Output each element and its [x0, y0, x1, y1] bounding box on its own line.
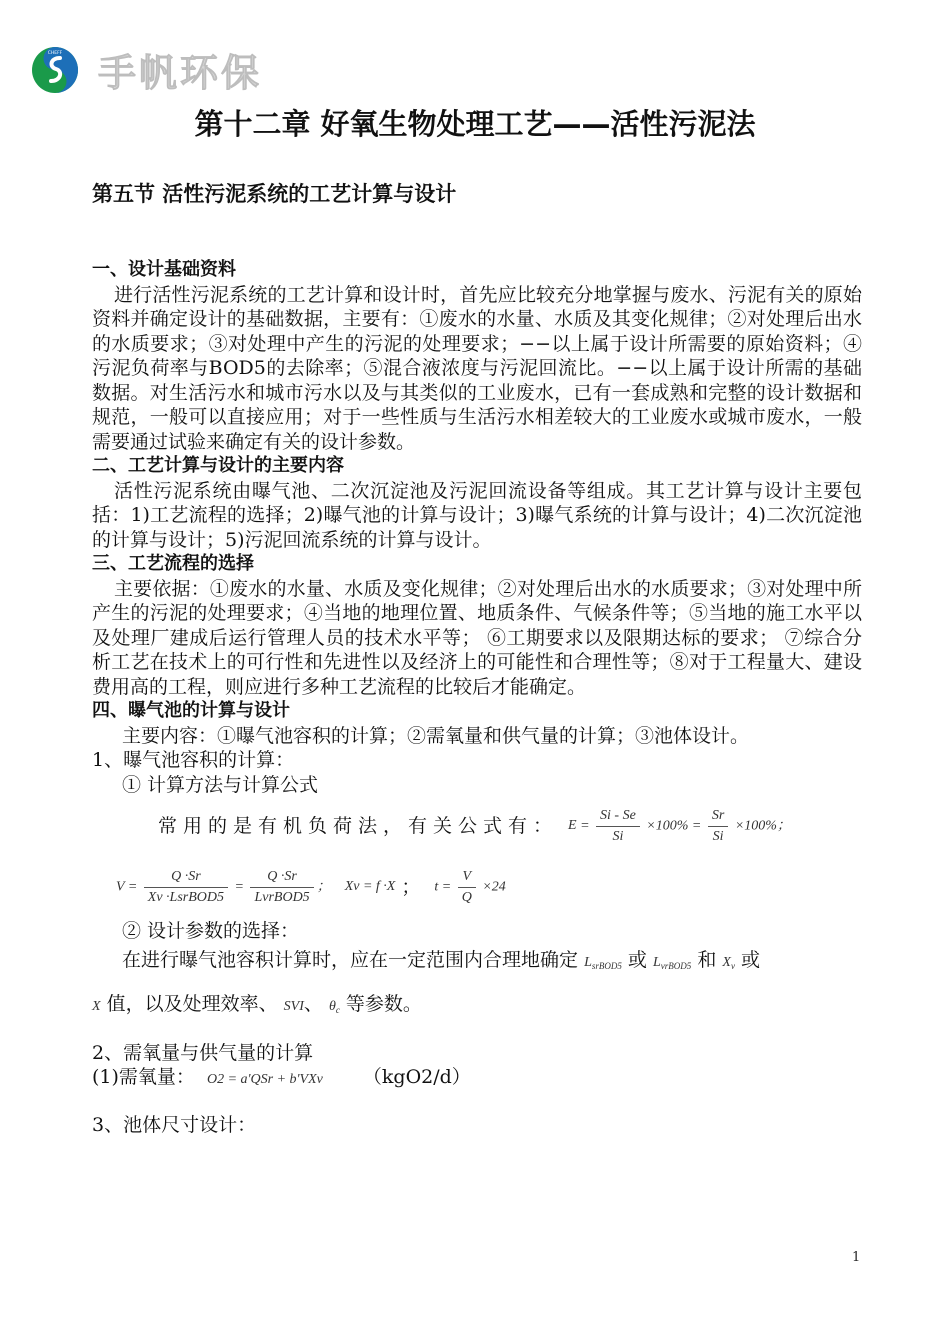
logo-mark-icon: [30, 45, 80, 95]
efficiency-mult1: ×100%: [646, 818, 689, 834]
paragraph-main-content: 活性污泥系统由曝气池、二次沉淀池及污泥回流设备等组成。其工艺计算与设计主要包括：1)工艺流程的选择；2)曝气池的计算与设计；3)曝气系统的计算与设计；4)二次沉淀池的计算与设计；5)污泥回流系统的计算与设计。: [92, 479, 862, 551]
time-mult: ×24: [482, 879, 506, 895]
volume-formula: V = $\frac{Q \cdot Sr}{\text{Xv ·LsrBOD5}}$ = $\frac{Q \cdot Sr}{\text{LvrBOD5}}$ ；: [116, 867, 331, 908]
efficiency-lhs: E: [568, 818, 577, 834]
document-body: [92, 258, 862, 1137]
oxygen-line: [92, 1065, 862, 1093]
efficiency-den1: Si: [612, 828, 624, 844]
x-v: $X_v$: [722, 954, 735, 971]
or-text-2: 或: [741, 948, 761, 971]
logo-text: 手帆环保: [98, 51, 263, 95]
section-title: 第五节 活性污泥系统的工艺计算与设计: [92, 182, 457, 206]
volume-den2: LvrBOD5: [254, 889, 310, 905]
section-heading-4: 四、曝气池的计算与设计: [92, 700, 290, 721]
volume-num2: Q ·Sr: [250, 867, 313, 888]
section-heading-1: 一、设计基础资料: [92, 259, 236, 280]
and-text: 和: [697, 948, 717, 971]
section-heading-3: 三、工艺流程的选择: [92, 553, 254, 574]
l-srbod5: $L_{srBOD5}$: [584, 954, 622, 971]
volume-num1: Q ·Sr: [144, 867, 228, 888]
efficiency-formula: E = $\frac{Si - Se}{Si}$ ×100% = $\frac{Sr}{Si}$ ×100%；: [558, 806, 791, 847]
efficiency-den2: Si: [712, 828, 724, 844]
formula-row-efficiency: [92, 797, 862, 855]
oxygen-formula: O2 = a'QSr + b'VXv: [206, 1072, 323, 1087]
oxygen-label: (1)需氧量：: [92, 1066, 195, 1088]
oxygen-unit: （kgO2/d）: [362, 1066, 471, 1088]
paragraph-design-basis: 进行活性污泥系统的工艺计算和设计时，首先应比较充分地掌握与废水、污泥有关的原始资料并确定设计的基础数据，主要有：①废水的水量、水质及其变化规律；②对处理后出水的水质要求；③对处理中产生的污泥的处理要求；−−以上属于设计所需要的原始资料；④污泥负荷率与BOD5的去除率；⑤混合液浓度与污泥回流比。−−以上属于设计所需的基础数据。对生活污水和城市污水以及与其类似的工业废水，已有一套成熟和完整的设计数据和规范，一般可以直接应用；对于一些性质与生活污水相差较大的工业废水或城市废水，一般需要通过试验来确定有关的设计参数。: [92, 283, 862, 453]
volume-den1: Xv ·LsrBOD5: [147, 889, 224, 905]
company-logo: [30, 42, 262, 97]
method-text: 常用的是有机负荷法，有关公式有：: [158, 814, 559, 837]
logo-small-text: CHEFF: [47, 50, 63, 56]
efficiency-num1: Si - Se: [596, 806, 640, 827]
or-text-1: 或: [627, 948, 647, 971]
chapter-title: 第十二章 好氧生物处理工艺——活性污泥法: [194, 107, 756, 141]
theta-c-symbol: $\theta_c$: [328, 999, 340, 1015]
paragraph-process-selection: 主要依据：①废水的水量、水质及变化规律；②对处理后出水的水质要求；③对处理中所产生的污泥的处理要求；④当地的地理位置、地质条件、气候条件等；⑤当地的施工水平以及处理厂建成后运行管理人员的技术水平等； ⑥工期要求以及限期达标的要求； ⑦综合分析工艺在技术上的可行性和先进性以及经济上的可能性和合理性等；⑧对于工程量大、建设费用高的工程，则应进行多种工艺流程的比较后才能确定。: [92, 577, 862, 698]
xv-formula: Xv = f ·X: [344, 878, 396, 894]
subheading-volume-calc: 1、曝气池容积的计算：: [92, 749, 295, 771]
param-text-3: 等参数。: [345, 993, 422, 1015]
efficiency-num2: Sr: [708, 806, 728, 827]
param-sep: 、: [303, 993, 323, 1015]
formula-row-volume: [92, 855, 862, 919]
time-formula: t = $\frac{V}{Q}$ ×24: [434, 867, 505, 908]
efficiency-mult2: ×100%: [734, 818, 777, 834]
item-param-selection: ② 设计参数的选择：: [122, 920, 300, 942]
param-text-1: 在进行曝气池容积计算时，应在一定范围内合理地确定: [122, 948, 579, 971]
time-lhs: t: [434, 879, 439, 895]
l-vrbod5: $L_{vrBOD5}$: [652, 954, 692, 971]
svi-symbol: SVI: [283, 999, 304, 1014]
param-line-2: [92, 992, 862, 1023]
section-heading-2: 二、工艺计算与设计的主要内容: [92, 455, 344, 476]
aeration-intro: 主要内容：①曝气池容积的计算；②需氧量和供气量的计算；③池体设计。: [122, 724, 750, 747]
subheading-oxygen: 2、需氧量与供气量的计算: [92, 1041, 314, 1064]
separator: ；: [401, 875, 421, 898]
item-method-formula: ① 计算方法与计算公式: [122, 773, 319, 796]
time-num: V: [458, 867, 476, 888]
volume-lhs: V: [116, 879, 125, 895]
time-den: Q: [461, 889, 472, 905]
x-symbol: X: [92, 999, 101, 1014]
param-line: [92, 948, 862, 979]
param-text-2: 值，以及处理效率、: [106, 993, 278, 1015]
subheading-tank-size: 3、池体尺寸设计：: [92, 1113, 257, 1136]
page-number: 1: [852, 1250, 861, 1265]
